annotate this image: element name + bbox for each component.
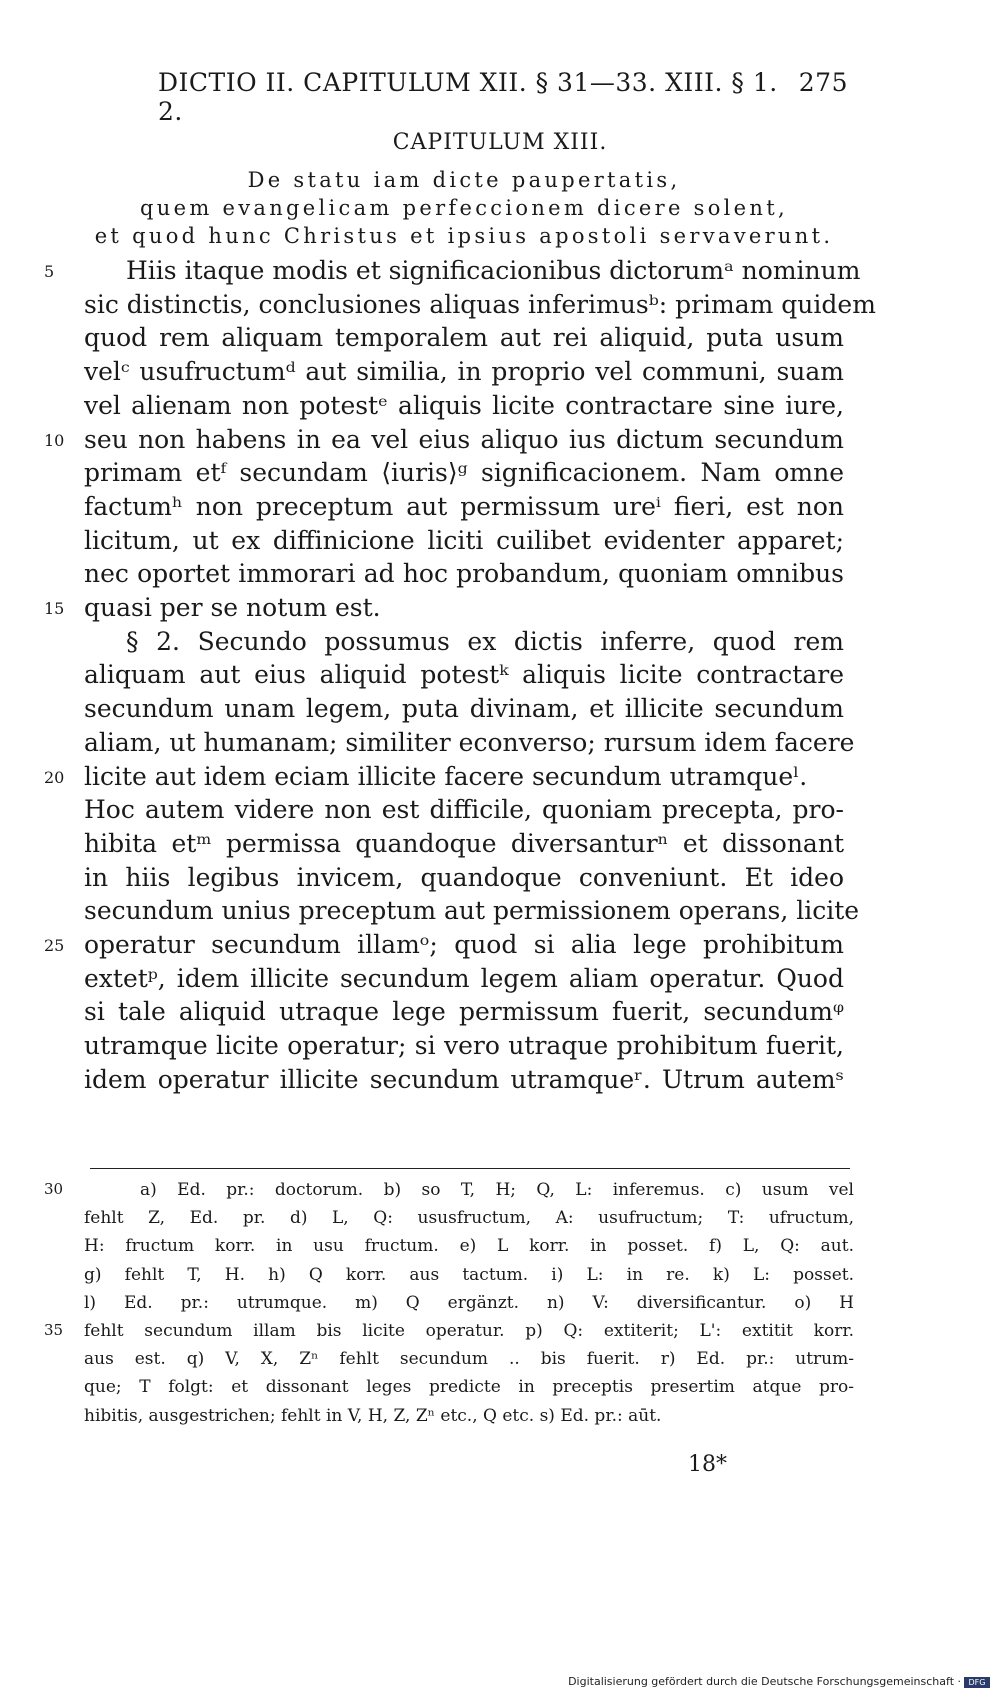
chapter-title: CAPITULUM XIII.	[392, 130, 608, 155]
body-line: in hiis legibus invicem, quandoque conveniunt. Et ideo	[84, 862, 844, 892]
footnote-line: fehlt secundum illam bis licite operatur. p) Q: extiterit; L': extitit korr.	[84, 1321, 854, 1341]
subtitle-line: et quod hunc Christus et ipsius apostoli servaverunt.	[94, 224, 834, 248]
body-line: secundum unam legem, puta divinam, et illicite secundum	[84, 694, 844, 724]
subtitle-line: quem evangelicam perfeccionem dicere solent,	[140, 196, 788, 220]
footnote-line: que; T folgt: et dissonant leges predicte in preceptis presertim atque pro-	[84, 1377, 854, 1398]
body-line: operatur secundum illamᵒ; quod si alia lege prohibitum	[84, 930, 844, 959]
body-line: seu non habens in ea vel eius aliquo ius dictum secundum	[84, 424, 844, 454]
footnote-line: H: fructum korr. in usu fructum. e) L korr. in posset. f) L, Q: aut.	[84, 1236, 854, 1257]
line-number: 15	[44, 599, 65, 618]
footnote-line: l) Ed. pr.: utrumque. m) Q ergänzt. n) V: diversificantur. o) H	[84, 1292, 854, 1313]
footnote-line: hibitis, ausgestrichen; fehlt in V, H, Z, Zⁿ etc., Q etc. s) Ed. pr.: aūt.	[84, 1405, 662, 1426]
body-line: idem operatur illicite secundum utramqueʳ. Utrum autemˢ	[84, 1064, 844, 1094]
body-line: Hoc autem videre non est difficile, quoniam precepta, pro-	[84, 795, 844, 825]
line-number: 25	[44, 936, 65, 955]
subtitle-line: De statu iam dicte paupertatis,	[247, 168, 681, 192]
body-line: licitum, ut ex diffinicione liciti cuilibet evidenter apparet;	[84, 525, 844, 555]
body-line: Hiis itaque modis et significacionibus dictorumᵃ nominum	[126, 256, 861, 285]
footnote-rule	[90, 1168, 850, 1169]
body-line: licite aut idem eciam illicite facere secundum utramqueˡ.	[84, 761, 808, 791]
line-number: 20	[44, 767, 65, 787]
line-number: 35	[44, 1321, 64, 1339]
body-line: utramque licite operatur; si vero utraque prohibitum fuerit,	[84, 1031, 844, 1061]
body-line: extetᵖ, idem illicite secundum legem aliam operatur. Quod	[84, 963, 844, 993]
footer-text: Digitalisierung gefördert durch die Deutsche Forschungsgemeinschaft ·	[568, 1675, 961, 1688]
signature-mark: 18*	[688, 1452, 727, 1477]
footnote-line: a) Ed. pr.: doctorum. b) so T, H; Q, L: inferemus. c) usum vel	[140, 1180, 854, 1200]
footnote-line: fehlt Z, Ed. pr. d) L, Q: ususfructum, A: usufructum; T: ufructum,	[84, 1208, 854, 1229]
body-line: vel alienam non potestᵉ aliquis licite contractare sine iure,	[84, 390, 844, 420]
body-line: nec oportet immorari ad hoc probandum, quoniam omnibus	[84, 559, 844, 589]
running-head	[158, 68, 848, 126]
running-head-title: DICTIO II. CAPITULUM XII. § 31—33. XIII. § 1. 2.	[158, 68, 778, 126]
footnote-line: aus est. q) V, X, Zⁿ fehlt secundum .. bis fuerit. r) Ed. pr.: utrum-	[84, 1349, 854, 1370]
dfg-logo-icon: DFG	[964, 1677, 990, 1688]
body-line: velᶜ usufructumᵈ aut similia, in proprio vel communi, suam	[84, 357, 844, 387]
body-line: secundum unius preceptum aut permissionem operans, licite	[84, 896, 860, 926]
body-line: hibita etᵐ permissa quandoque diversanturⁿ et dissonant	[84, 828, 844, 858]
line-number: 5	[44, 262, 55, 281]
line-number: 10	[44, 430, 65, 450]
footnote-line: g) fehlt T, H. h) Q korr. aus tactum. i) L: in re. k) L: posset.	[84, 1264, 854, 1285]
body-line: aliquam aut eius aliquid potestᵏ aliquis licite contractare	[84, 660, 844, 690]
digitization-footer	[568, 1675, 990, 1688]
body-line: si tale aliquid utraque lege permissum fuerit, secundumᵠ	[84, 997, 844, 1027]
page-number: 275	[798, 68, 848, 97]
body-line: § 2. Secundo possumus ex dictis inferre, quod rem	[126, 626, 844, 656]
body-line: primam etᶠ secundam ⟨iuris⟩ᵍ significacionem. Nam omne	[84, 458, 844, 488]
body-line: aliam, ut humanam; similiter econverso; rursum idem facere	[84, 727, 855, 757]
body-line: quasi per se notum est.	[84, 593, 381, 622]
body-line: quod rem aliquam temporalem aut rei aliquid, puta usum	[84, 323, 844, 353]
line-number: 30	[44, 1180, 64, 1198]
body-line: sic distinctis, conclusiones aliquas inferimusᵇ: primam quidem	[84, 289, 876, 319]
body-line: factumʰ non preceptum aut permissum ureⁱ fieri, est non	[84, 491, 844, 521]
